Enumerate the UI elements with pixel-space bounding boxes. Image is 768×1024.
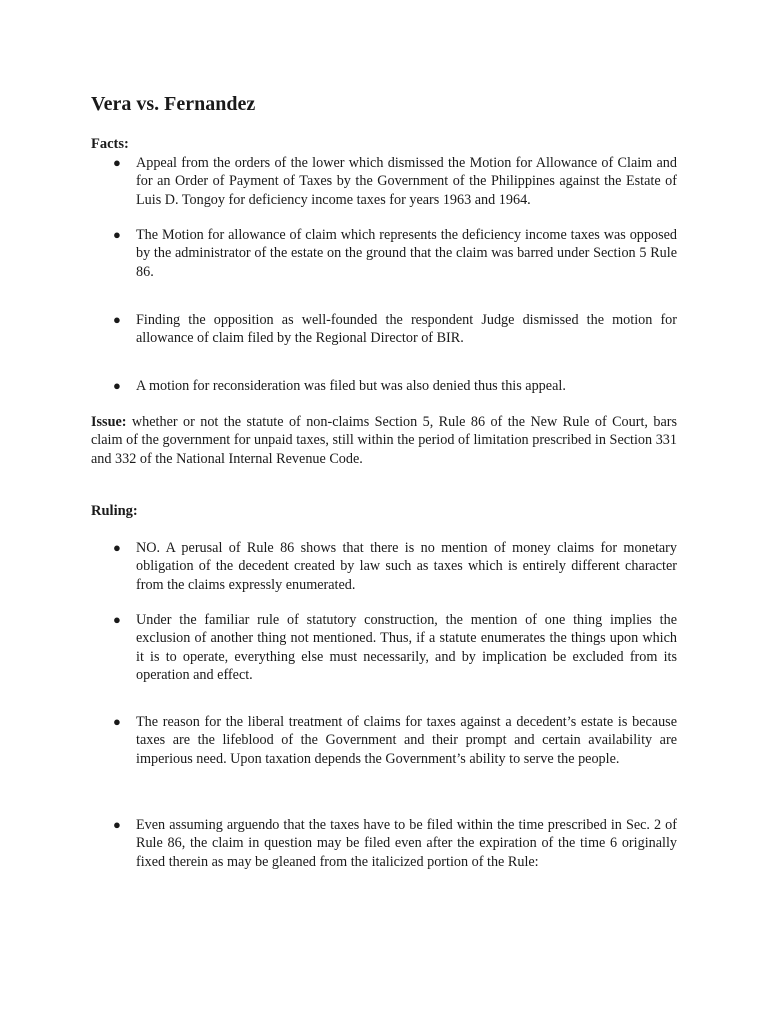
bullet-icon: ● — [113, 312, 121, 327]
ruling-item-2: Under the familiar rule of statutory construction, the mention of one thing implies the exclusion of another thing not mentioned. Thus, if a statute enumerates the things upon which it is to operate, everything else must necessarily, and by implication be excluded from its operation and effect. — [136, 612, 677, 683]
bullet-icon: ● — [113, 227, 121, 242]
facts-item-2: The Motion for allowance of claim which represents the deficiency income taxes was opposed by the administrator of the estate on the ground that the claim was barred under Section 5 Rule 86. — [136, 227, 677, 280]
ruling-item-1: NO. A perusal of Rule 86 shows that there is no mention of money claims for monetary obligation of the decedent created by law such as taxes which is entirely different character from the claims expressly enumerated. — [136, 540, 677, 593]
bullet-icon: ● — [113, 155, 121, 170]
ruling-item-4: Even assuming arguendo that the taxes have to be filed within the time prescribed in Sec. 2 of Rule 86, the claim in question may be filed even after the expiration of the time 6 originally fixed therein as may be gleaned from the italicized portion of the Rule: — [136, 817, 677, 870]
bullet-icon: ● — [113, 612, 121, 627]
issue-paragraph — [91, 413, 677, 468]
issue-heading: Issue: — [91, 414, 127, 430]
document-title: Vera vs. Fernandez — [91, 93, 256, 115]
issue-text: whether or not the statute of non-claims Section 5, Rule 86 of the New Rule of Court, bars claim of the government for unpaid taxes, still within the period of limitation prescribed in Section 331 and 332 of the National Internal Revenue Code. — [91, 414, 677, 467]
ruling-heading: Ruling: — [91, 503, 138, 519]
ruling-item-3: The reason for the liberal treatment of claims for taxes against a decedent’s estate is because taxes are the lifeblood of the Government and their prompt and certain availability are imperious need. Upon taxation depends the Government’s ability to serve the people. — [136, 714, 677, 767]
bullet-icon: ● — [113, 714, 121, 729]
bullet-icon: ● — [113, 817, 121, 832]
facts-item-4: A motion for reconsideration was filed but was also denied thus this appeal. — [136, 378, 566, 394]
bullet-icon: ● — [113, 378, 121, 393]
bullet-icon: ● — [113, 540, 121, 555]
facts-item-1: Appeal from the orders of the lower which dismissed the Motion for Allowance of Claim and for an Order of Payment of Taxes by the Government of the Philippines against the Estate of Luis D. Tongoy for deficiency income taxes for years 1963 and 1964. — [136, 155, 677, 208]
facts-item-3: Finding the opposition as well-founded the respondent Judge dismissed the motion for allowance of claim filed by the Regional Director of BIR. — [136, 312, 677, 347]
facts-heading: Facts: — [91, 136, 129, 152]
